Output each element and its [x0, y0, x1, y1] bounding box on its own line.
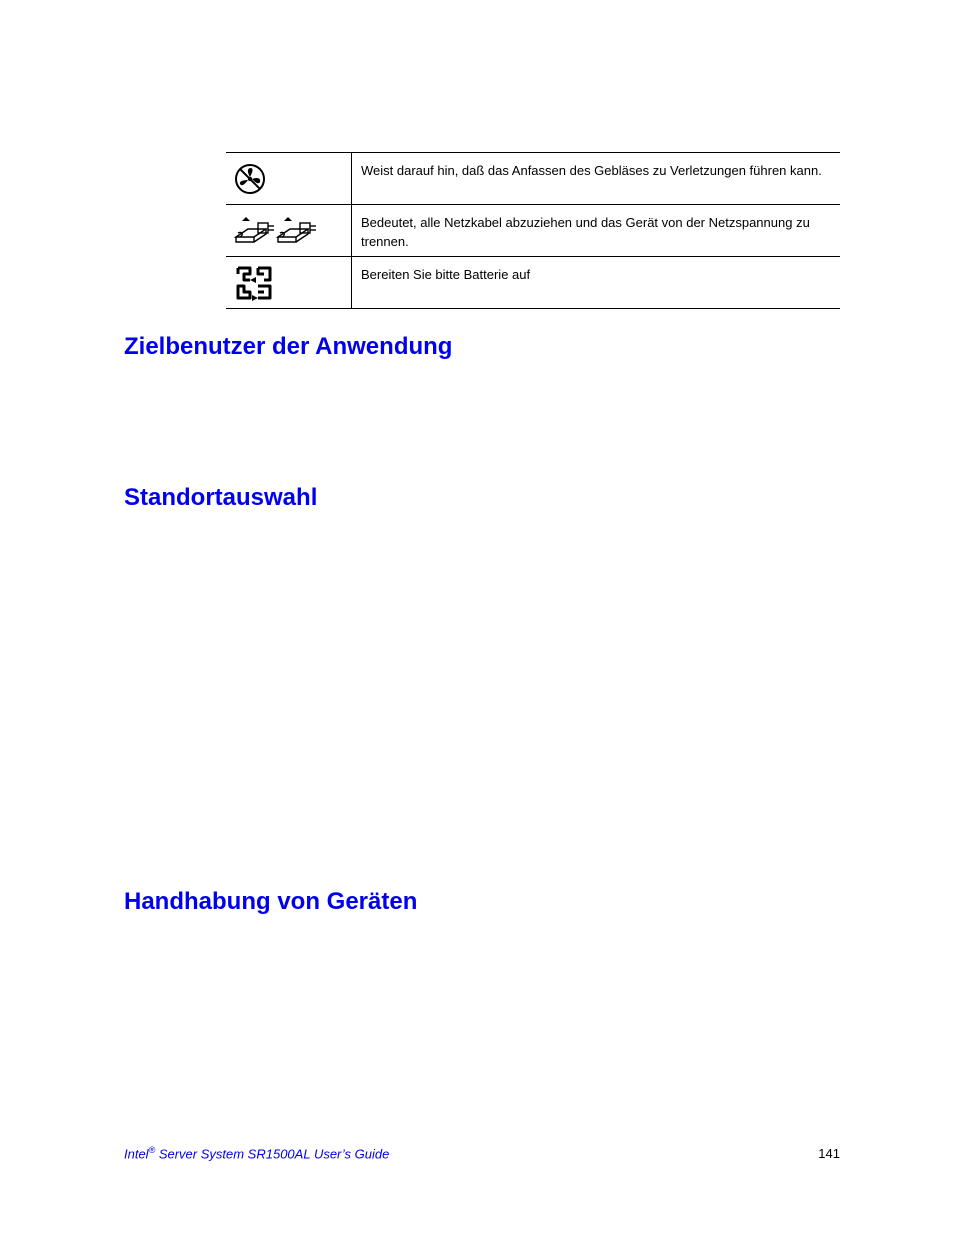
footer-guide-title [124, 1145, 389, 1161]
symbol-description: Weist darauf hin, daß das Anfassen des Gebläses zu Verletzungen führen kann. [361, 163, 822, 178]
symbol-cell [226, 153, 352, 204]
symbol-cell [226, 257, 352, 308]
symbol-description: Bereiten Sie bitte Batterie auf [361, 267, 531, 282]
safety-symbol-table [226, 152, 840, 309]
page-number: 141 [818, 1146, 840, 1161]
symbol-cell [226, 205, 352, 256]
unplug-power-cords-icon [234, 215, 318, 250]
table-row [226, 256, 840, 308]
battery-recycle-icon [234, 265, 274, 306]
footer-guide-name: Server System SR1500AL User’s Guide [155, 1146, 390, 1162]
footer-brand: Intel [124, 1146, 149, 1162]
table-row [226, 204, 840, 256]
table-row [226, 153, 840, 204]
symbol-description: Bedeutet, alle Netzkabel abzuziehen und das Gerät von der Netzspannung zu trennen. [361, 215, 810, 249]
section-heading-audience: Zielbenutzer der Anwendung [124, 333, 453, 360]
fan-warning-icon [234, 163, 266, 200]
section-heading-handling: Handhabung von Geräten [124, 888, 418, 915]
section-heading-site: Standortauswahl [124, 484, 318, 511]
registered-mark: ® [148, 1145, 156, 1155]
